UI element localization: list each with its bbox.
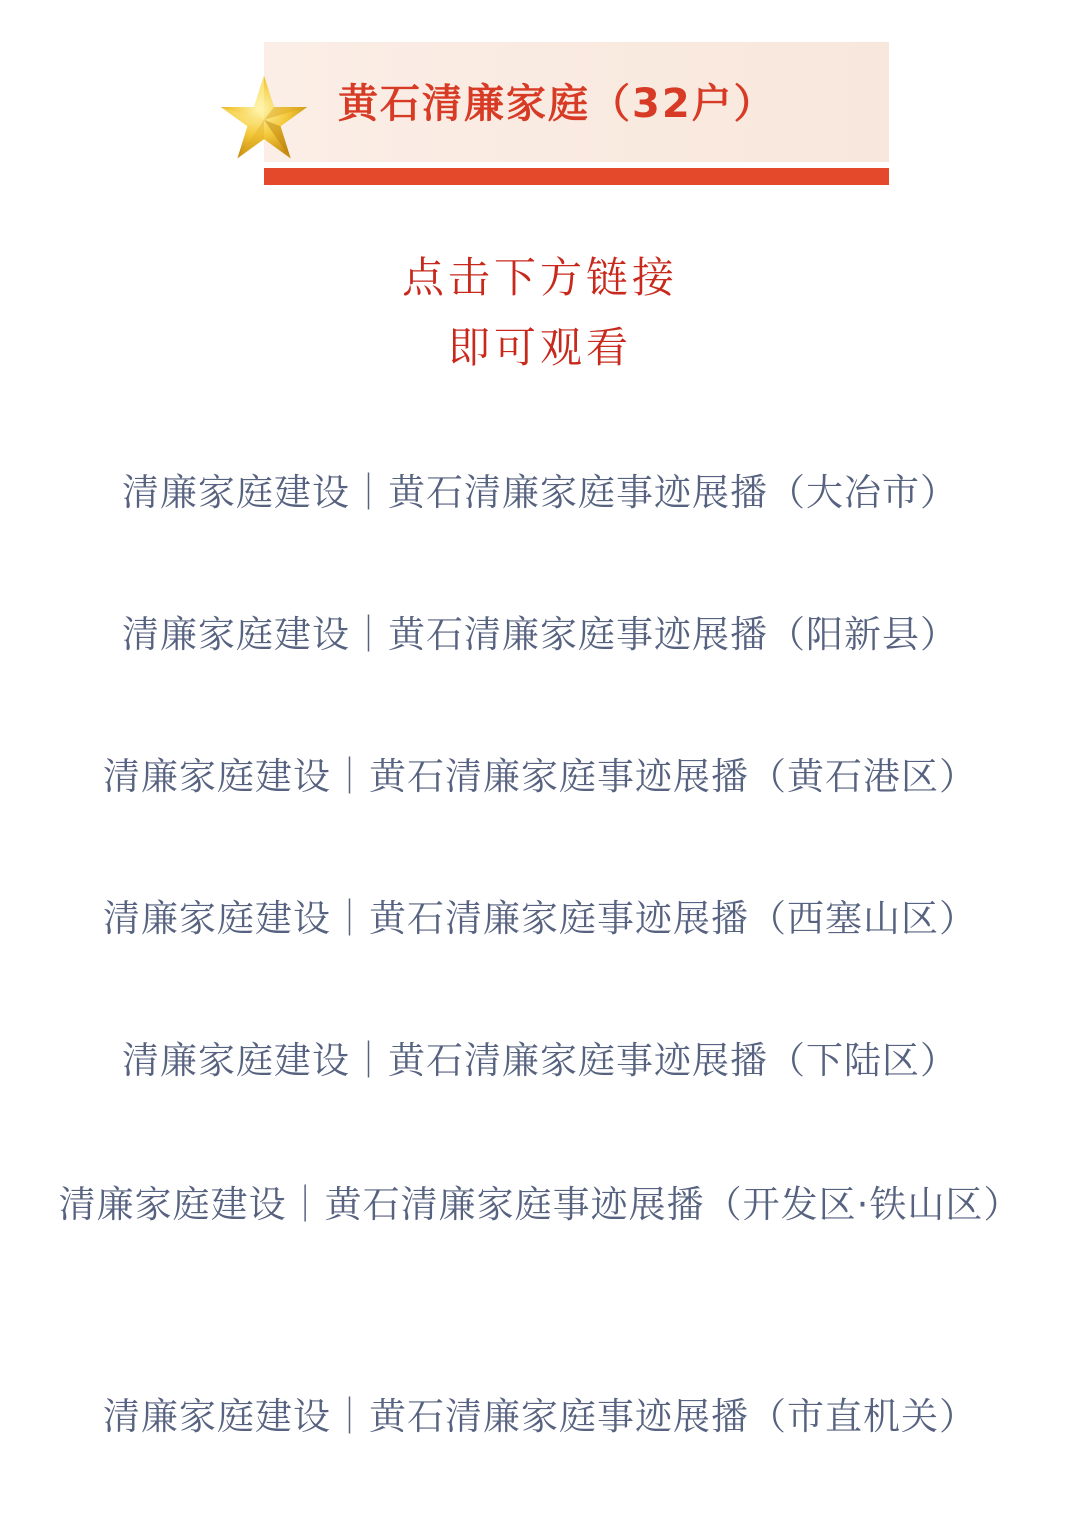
link-kaifaqu-tieshan[interactable]: 清廉家庭建设｜黄石清廉家庭事迹展播（开发区·铁山区） (58, 1183, 1022, 1226)
star-icon (218, 72, 310, 164)
subtitle-line-2: 即可观看 (447, 323, 632, 372)
link-xialu[interactable]: 清廉家庭建设｜黄石清廉家庭事迹展播（下陆区） (122, 1039, 958, 1082)
link-yangxinxian[interactable]: 清廉家庭建设｜黄石清廉家庭事迹展播（阳新县） (122, 613, 958, 656)
link-xisaishan[interactable]: 清廉家庭建设｜黄石清廉家庭事迹展播（西塞山区） (103, 897, 977, 940)
banner-underline (264, 168, 889, 185)
subtitle-line-1: 点击下方链接 (401, 253, 678, 302)
link-dayeshi[interactable]: 清廉家庭建设｜黄石清廉家庭事迹展播（大冶市） (122, 471, 958, 514)
link-huangshigang[interactable]: 清廉家庭建设｜黄石清廉家庭事迹展播（黄石港区） (103, 755, 977, 798)
banner-title: 黄石清廉家庭（32户） (338, 81, 776, 127)
link-shizhijiguan[interactable]: 清廉家庭建设｜黄石清廉家庭事迹展播（市直机关） (103, 1395, 977, 1438)
